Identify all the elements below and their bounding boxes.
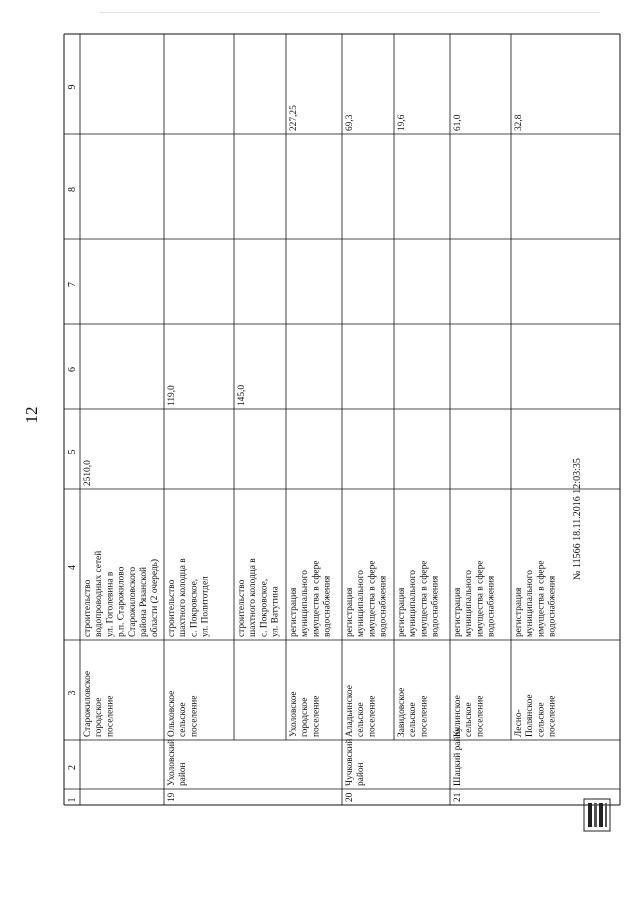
row-number-line: 20 [345, 792, 355, 802]
settlement-name-line: Ухоловское [289, 691, 299, 737]
work-description [289, 561, 333, 637]
amount-col-9 [345, 114, 355, 131]
work-description-line: ул. Гоголевина в [105, 571, 116, 637]
work-description-line: имущества в сфере [419, 560, 430, 637]
settlement-name-line: поселение [367, 695, 378, 737]
row-number [167, 792, 177, 802]
column-header: 3 [67, 690, 78, 696]
scan-artifact-line [100, 12, 600, 13]
settlement-name-line: поселение [311, 695, 322, 737]
registry-logo-icon [580, 795, 616, 835]
settlement-name [289, 691, 321, 737]
work-description-line: р.п. Старожилово [116, 566, 127, 637]
row-number [453, 792, 463, 802]
work-description-line: имущества в сфере [367, 560, 378, 637]
column-header: 2 [67, 765, 78, 770]
amount-col-5-line: 2510,0 [83, 460, 93, 486]
district-name-line: Чучковский [345, 738, 355, 786]
budget-table [64, 34, 620, 805]
amount-col-9-line: 227,25 [289, 105, 299, 131]
settlement-name-line: Лесно- [514, 709, 524, 737]
settlement-name-line: поселение [419, 695, 430, 737]
amount-col-9-line: 32,8 [514, 114, 524, 131]
amount-col-9 [514, 114, 524, 131]
table-grid [64, 34, 620, 805]
amount-col-6-line: 119,0 [167, 385, 177, 406]
work-description-line: с. Покровское, [259, 578, 270, 637]
settlement-name-line: Полянское [525, 694, 536, 737]
column-header: 9 [67, 84, 78, 90]
settlement-name-line: поселение [105, 695, 116, 737]
settlement-name [397, 688, 429, 737]
settlement-name [453, 695, 485, 737]
work-description-line: муниципального [300, 570, 311, 637]
work-description [83, 551, 160, 637]
district-name [166, 739, 188, 786]
work-description-line: регистрация [289, 587, 299, 637]
work-description [453, 561, 497, 637]
column-header: 1 [67, 797, 78, 803]
amount-col-6-line: 145,0 [237, 384, 247, 406]
work-description-line: имущества в сфере [475, 560, 486, 637]
settlement-name-line: Аладьинское [345, 685, 355, 737]
amount-col-9 [453, 114, 463, 131]
column-header: 8 [67, 187, 78, 192]
settlement-name-line: городское [94, 697, 105, 737]
work-description-line: Старожиловского [127, 566, 138, 637]
page-number: 12 [22, 406, 41, 424]
settlement-name-line: Ольховское [167, 690, 177, 737]
settlement-name-line: Завидовское [397, 687, 407, 737]
work-description-line: муниципального [464, 570, 475, 637]
work-description-line: ул. Политотдел [200, 576, 211, 637]
settlement-name-line: Старожиловское [83, 670, 93, 737]
work-description-line: муниципального [356, 570, 367, 637]
work-description-line: имущества в сфере [311, 560, 322, 637]
work-description-line: строительство [167, 579, 177, 637]
amount-col-5 [83, 460, 93, 486]
settlement-name-line: поселение [189, 695, 200, 737]
work-description [345, 561, 389, 637]
work-description-line: ул. Ватутина [270, 586, 281, 637]
work-description-line: строительство [237, 579, 247, 637]
work-description-line: регистрация [345, 587, 355, 637]
column-header: 5 [67, 449, 78, 455]
district-name [344, 739, 366, 786]
row-number-line: 21 [453, 792, 463, 802]
amount-col-9 [397, 114, 407, 131]
row-number-line: 19 [167, 792, 177, 802]
work-description-line: муниципального [525, 570, 536, 637]
settlement-name-line: сельское [536, 702, 547, 737]
work-description-line: водоснабжения [547, 575, 558, 637]
settlement-name-line: Кулинское [453, 695, 463, 737]
column-header: 7 [67, 282, 78, 287]
work-description-line: шахтного колодца в [248, 558, 259, 637]
amount-col-9-line: 69,3 [345, 114, 355, 131]
document-stamp: № 11566 18.11.2016 12:03:35 [572, 458, 583, 580]
work-description-line: водоснабжения [486, 575, 497, 637]
settlement-name-line: сельское [178, 702, 189, 737]
settlement-name-line: сельское [408, 702, 419, 737]
settlement-name-line: сельское [464, 702, 475, 737]
district-name-line: Шацкий район [453, 726, 463, 786]
district-name-line: Ухоловский [167, 738, 177, 786]
district-name-line: район [356, 762, 367, 786]
work-description-line: района Рязанской [139, 566, 149, 637]
work-description [167, 558, 211, 637]
work-description-line: водоснабжения [322, 575, 333, 637]
district-name-line: район [178, 762, 189, 786]
column-header: 6 [67, 367, 78, 372]
work-description-line: имущества в сфере [536, 560, 547, 637]
settlement-name-line: поселение [547, 695, 558, 737]
work-description-line: водоснабжения [430, 575, 441, 637]
work-description-line: водопроводных сетей [94, 550, 105, 637]
work-description-line: водоснабжения [378, 575, 389, 637]
amount-col-6 [237, 385, 247, 406]
settlement-name-line: городское [300, 697, 311, 737]
settlement-name [345, 685, 377, 737]
amount-col-6 [167, 385, 177, 406]
column-header: 4 [67, 565, 78, 570]
work-description-line: шахтного колодца в [178, 558, 189, 637]
row-number [345, 792, 355, 802]
work-description [514, 561, 558, 637]
work-description-line: строительство [83, 579, 93, 637]
work-description [397, 561, 441, 637]
work-description-line: регистрация [514, 587, 524, 637]
amount-col-9-line: 61,0 [453, 114, 463, 131]
amount-col-9-line: 19,6 [397, 114, 407, 131]
work-description-line: с. Покровское, [189, 578, 200, 637]
work-description-line: области (2 очередь) [150, 558, 161, 637]
work-description-line: регистрация [453, 587, 463, 637]
settlement-name [514, 694, 558, 737]
amount-col-9 [289, 105, 299, 131]
work-description-line: муниципального [408, 570, 419, 637]
settlement-name-line: поселение [475, 695, 486, 737]
settlement-name-line: сельское [356, 702, 367, 737]
settlement-name [167, 691, 199, 737]
settlement-name [83, 671, 115, 737]
work-description [237, 558, 281, 637]
work-description-line: регистрация [397, 587, 407, 637]
